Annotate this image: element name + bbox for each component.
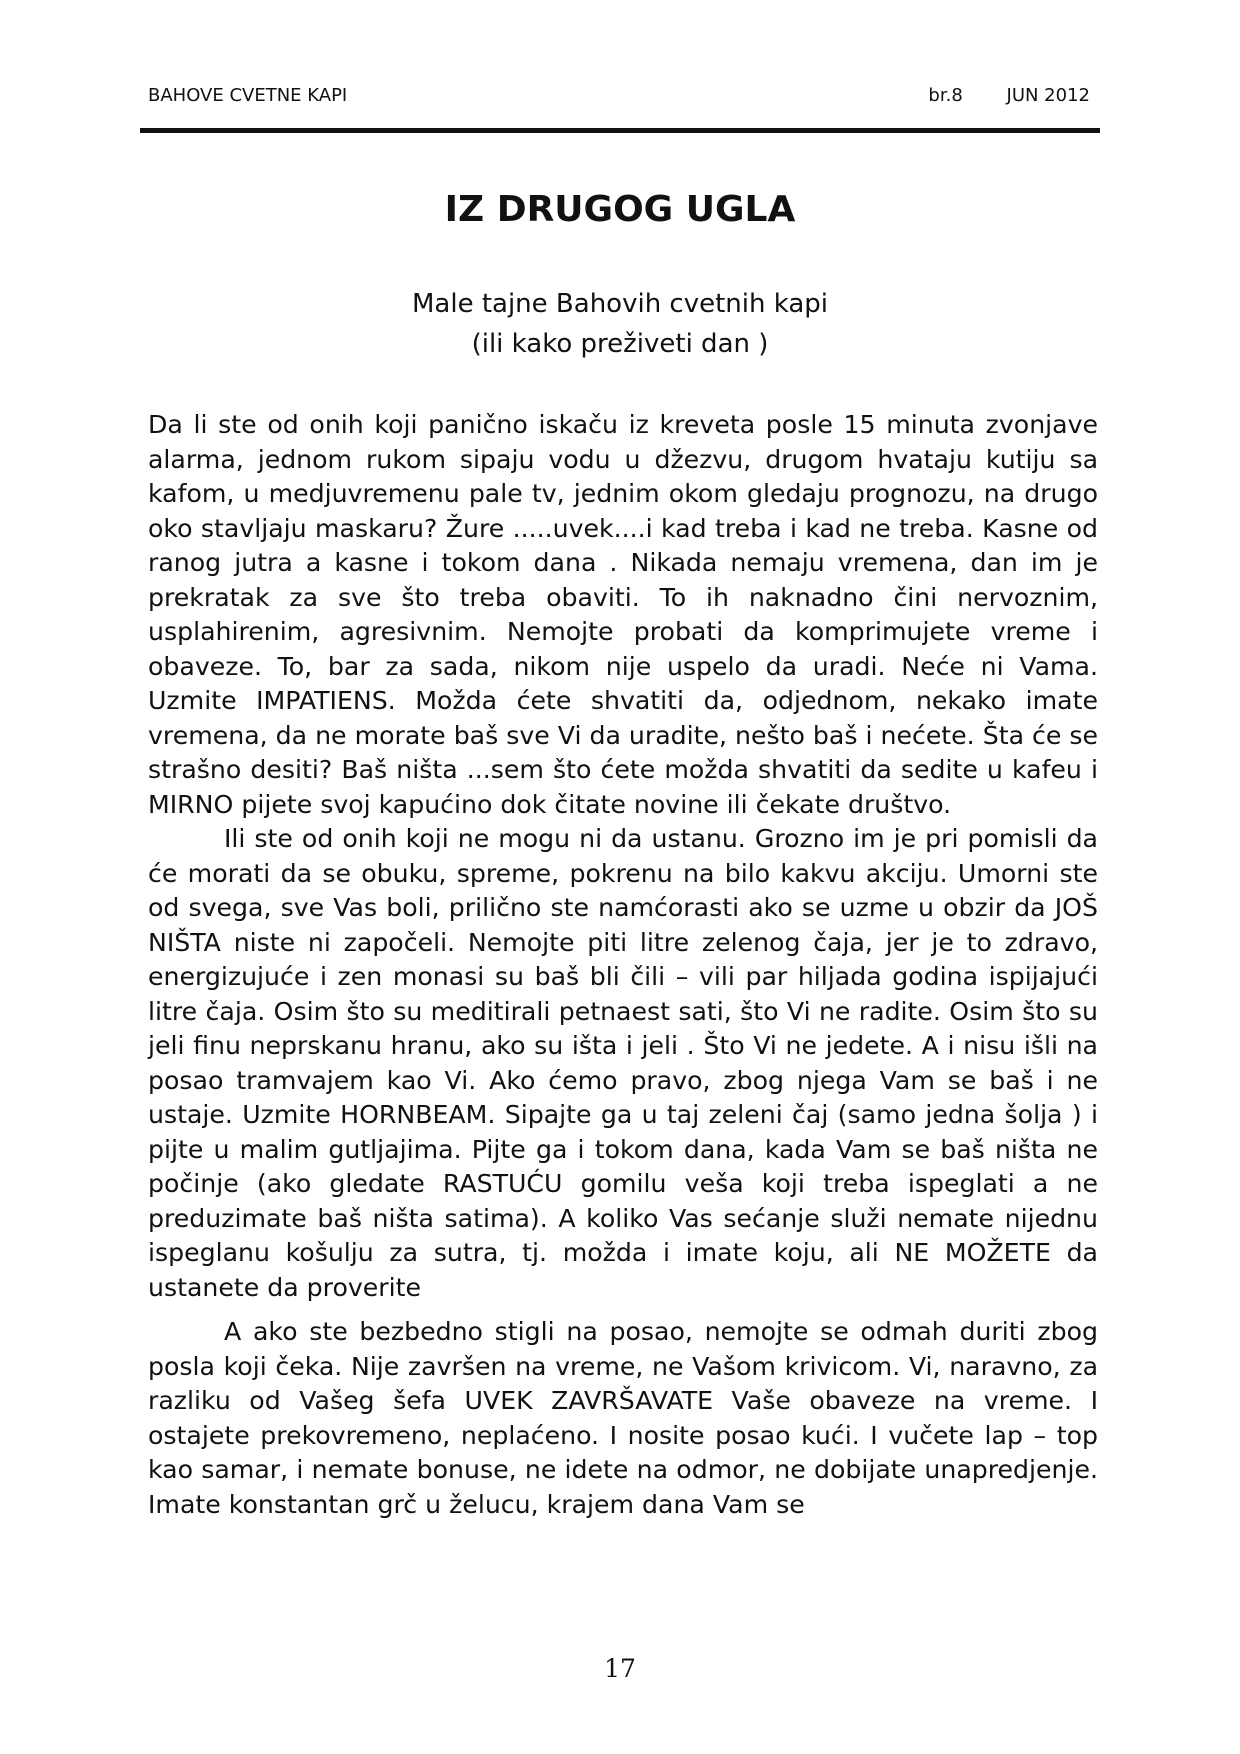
running-header [148, 84, 1090, 108]
issue-date: JUN 2012 [1006, 85, 1090, 106]
paragraph-1: Da li ste od onih koji panično iskaču iz kreveta posle 15 minuta zvonjave alarma, jednom rukom sipaju vodu u džezvu, drugom hvataju kutiju sa kafom, u medjuvremenu pale tv, jednim okom gledaju prognozu, na drugo oko stavljaju maskaru? Žure .....uvek....i kad treba i kad ne treba. Kasne od ranog jutra a kasne i tokom dana . Nikada nemaju vremena, dan im je prekratak za sve što treba obaviti. To ih naknadno čini nervoznim, usplahirenim, agresivnim. Nemojte probati da komprimujete vreme i obaveze. To, bar za sada, nikom nije uspelo da uradi. Neće ni Vama. Uzmite IMPATIENS. Možda ćete shvatiti da, odjednom, nekako imate vremena, da ne morate baš sve Vi da uradite, nešto baš i nećete. Šta će se strašno desiti? Baš ništa ...sem što ćete možda shvatiti da sedite u kafeu i MIRNO pijete svoj kapućino dok čitate novine ili čekate društvo. [148, 410, 1098, 819]
article-subtitle [140, 284, 1100, 364]
paragraph-3: A ako ste bezbedno stigli na posao, nemojte se odmah duriti zbog posla koji čeka. Nije završen na vreme, ne Vašom krivicom. Vi, naravno, za razliku od Vašeg šefa UVEK ZAVRŠAVATE Vaše obaveze na vreme. I ostajete prekovremeno, neplaćeno. I nosite posao kući. I vučete lap – top kao samar, i nemate bonuse, ne idete na odmor, ne dobijate unapredjenje. Imate konstantan grč u želucu, krajem dana Vam se [148, 1317, 1098, 1519]
article-title: IZ DRUGOG UGLA [444, 189, 796, 230]
publication-name: BAHOVE CVETNE KAPI [148, 85, 348, 106]
header-divider [140, 128, 1100, 133]
paragraph-2: Ili ste od onih koji ne mogu ni da ustanu. Grozno im je pri pomisli da će morati da se obuku, spreme, pokrenu na bilo kakvu akciju. Umorni ste od svega, sve Vas boli, prilično ste namćorasti ako se uzme u obzir da JOŠ NIŠTA niste ni započeli. Nemojte piti litre zelenog čaja, jer je to zdravo, energizujuće i zen monasi su baš bli čili – vili par hiljada godina ispijajući litre čaja. Osim što su meditirali petnaest sati, što Vi ne radite. Osim što su jeli finu neprskanu hranu, ako su išta i jeli . Što Vi ne jedete. A i nisu išli na posao tramvajem kao Vi. Ako ćemo pravo, zbog njega Vam se baš i ne ustaje. Uzmite HORNBEAM. Sipajte ga u taj zeleni čaj (samo jedna šolja ) i pijte u malim gutljajima. Pijte ga i tokom dana, kada Vam se baš ništa ne počinje (ako gledate RASTUĆU gomilu veša koji treba ispeglati a ne preduzimate baš ništa satima). A koliko Vas sećanje služi nemate nijednu ispeglanu košulju za sutra, tj. možda i imate koju, ali NE MOŽETE da ustanete da proverite [148, 824, 1098, 1302]
issue-number: br.8 [928, 85, 963, 106]
article-body [148, 408, 1098, 1522]
issue-info [928, 84, 1090, 108]
subtitle-line-2: (ili kako preživeti dan ) [471, 329, 769, 359]
subtitle-line-1: Male tajne Bahovih cvetnih kapi [411, 289, 829, 319]
page-number: 17 [604, 1654, 636, 1683]
